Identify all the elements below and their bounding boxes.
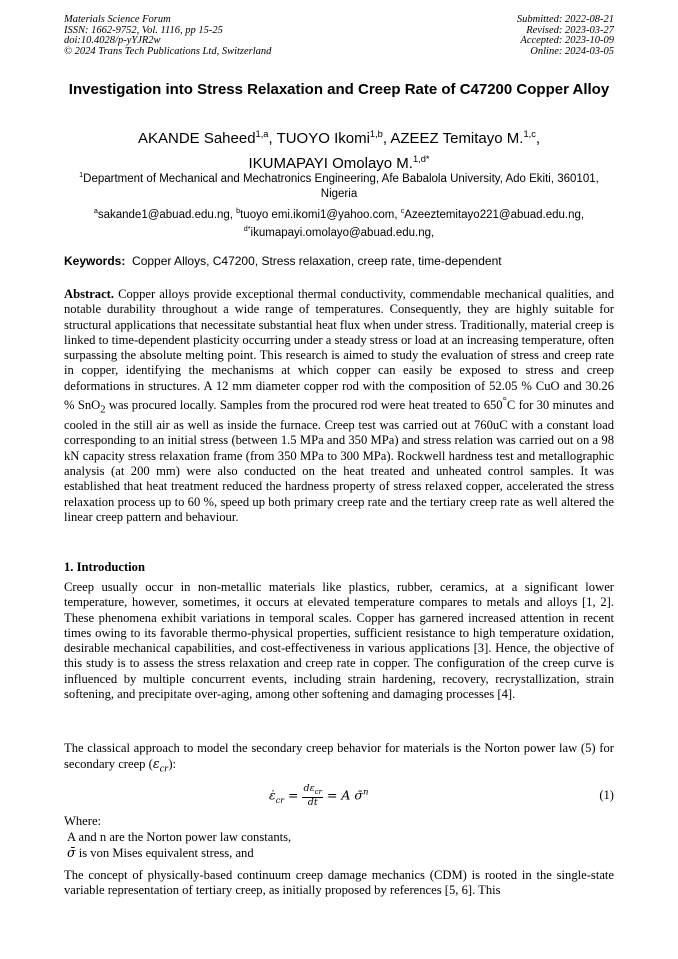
email-mark: d* — [243, 224, 251, 233]
definition-line: A and n are the Norton power law constants, — [67, 829, 292, 844]
equals-sign: = — [288, 787, 299, 803]
where-label: Where: — [64, 814, 102, 828]
email-mark: c — [400, 207, 405, 215]
journal-header-right — [517, 15, 614, 57]
keywords-text: Copper Alloys, C47200, Stress relaxation, creep rate, time-dependent — [132, 254, 502, 268]
subscript: cr — [314, 787, 322, 796]
section-heading: 1. Introduction — [64, 560, 145, 574]
equation-body — [269, 784, 368, 808]
definition-line — [64, 845, 614, 862]
author-affiliation-mark: 1,a — [255, 129, 269, 139]
keywords — [64, 254, 614, 269]
where-definitions — [64, 814, 614, 862]
equation-number: (1) — [599, 788, 614, 802]
subscript: cr — [275, 795, 285, 805]
author-affiliation-mark: 1,c — [523, 129, 536, 139]
equation-1 — [64, 782, 614, 808]
revised-date: Revised: 2023-03-27 — [526, 24, 614, 36]
degree-symbol: ° — [502, 396, 507, 408]
accepted-date: Accepted: 2023-10-09 — [520, 35, 614, 47]
exponent: n — [362, 787, 369, 798]
email-link[interactable]: Azeeztemitayo221@abuad.edu.ng, — [404, 208, 585, 221]
author-emails — [64, 204, 614, 240]
email-link[interactable]: tuoyo emi.ikomi1@yahoo.com, — [240, 208, 401, 221]
abstract-label: Abstract. — [64, 287, 115, 301]
subscript: 2 — [100, 404, 106, 416]
sigma-bar-symbol: σ̄ — [67, 845, 76, 860]
keywords-label: Keywords: — [64, 254, 126, 268]
author-separator: , — [268, 130, 277, 147]
email-mark: b — [236, 207, 241, 215]
fraction-denominator: dt — [307, 796, 318, 808]
affiliation-text: Department of Mechanical and Mechatronics Engineering, Afe Babalola University, Ado Ekiti, 360101, Nigeria — [83, 172, 599, 200]
derivative-fraction — [302, 784, 322, 808]
affiliation-mark: 1 — [79, 171, 84, 179]
author-affiliation-mark: 1,d* — [412, 154, 430, 164]
copyright-line: © 2024 Trans Tech Publications Ltd, Switzerland — [64, 45, 272, 57]
journal-header-left — [64, 15, 271, 57]
paragraph-text: The classical approach to model the secondary creep behavior for materials is the Norton power law (5) for secondary creep ( — [64, 741, 614, 772]
epsilon-symbol: ε — [152, 756, 160, 772]
email-link[interactable]: sakande1@abuad.edu.ng, — [97, 208, 237, 221]
paper-title: Investigation into Stress Relaxation and Creep Rate of C47200 Copper Alloy — [68, 81, 610, 98]
author-name: AKANDE Saheed — [137, 130, 256, 147]
constant-a: A — [341, 787, 351, 803]
author-affiliation-mark: 1,b — [369, 129, 383, 139]
author-name: TUOYO Ikomi — [276, 130, 370, 147]
subscript: cr — [159, 763, 169, 775]
journal-issn: ISSN: 1662-9752, Vol. 1116, pp 15-25 — [64, 24, 223, 36]
sigma-bar-symbol: σ̄ — [354, 787, 363, 803]
abstract-text: Copper alloys provide exceptional thermal conductivity, commendable mechanical qualities, and notable durability throughout a wide range of temperatures. Consequently, they are highly suitable for structural applications that necessitate substantial heat flux when under stress. Traditionally, material creep is linked to time-dependent plasticity occurring under a steady stress or load at an increasing temperature, often surpassing the absolute melting point. This research is aimed to study the evaluation of stress and creep rate in copper, identifying the mechanisms at which copper can easily be exposed to stress and creep deformations in structures. A 12 mm diameter copper rod with the composition of 52.05 % CuO and 30.26 % SnO — [64, 287, 614, 413]
author-separator: , — [382, 130, 391, 147]
abstract — [64, 287, 614, 525]
paragraph-text: ): — [168, 757, 177, 772]
cdm-paragraph: The concept of physically-based continuum creep damage mechanics (CDM) is rooted in the single-state variable representation of tertiary creep, as initially proposed by references [5, 6]. This — [64, 868, 614, 898]
epsilon-symbol: ε — [269, 787, 276, 803]
norton-law-paragraph — [64, 741, 614, 777]
online-date: Online: 2024-03-05 — [530, 45, 614, 57]
equals-sign: = — [326, 787, 338, 803]
affiliation — [70, 168, 608, 202]
email-link[interactable]: ikumapayi.omolayo@abuad.edu.ng, — [250, 226, 435, 239]
abstract-text: was procured locally. Samples from the procured rod were heat treated to 650 — [105, 398, 503, 413]
abstract-text: C for 30 minutes and cooled in the still air as well as inside the furnace. Creep test was carried out at 760uC with a constant load corresponding to an initial stress (between 1.5 MPa and 350 MPa) and stress relation was carried out on a 98 kN capacity stress relaxation frame (from 350 MPa to 300 MPa). Rockwell hardness test and metallographic analysis (at 200 mm) were also conducted on the heat treated and unheated control samples. It was established that heat treatment reduced the hardness property of stress relaxed copper, accelerated the stress relaxation process up to 60 %, speed up both primary creep rate and the tertiary creep rate as well altered the linear creep pattern and behaviour. — [64, 398, 614, 524]
submitted-date: Submitted: 2022-08-21 — [516, 14, 614, 25]
author-name: IKUMAPAYI Omolayo M. — [248, 155, 413, 172]
doi-link[interactable]: doi:10.4028/p-yYJR2w — [64, 35, 161, 47]
email-mark: a — [93, 207, 98, 215]
author-list — [64, 124, 614, 174]
definition-text: is von Mises equivalent stress, and — [75, 846, 254, 860]
author-name: AZEEZ Temitayo M. — [390, 130, 524, 147]
introduction-paragraph: Creep usually occur in non-metallic materials like plastics, rubber, ceramics, at a significant lower temperature, however, sometimes, it occurs at elevated temperature compares to metals and alloys [1, 2]. These phenomena exhibit variations in temporal scales. Copper has garnered increased attention in recent times owing to its favorable thermo-physical properties, sufficient resistance to high temperature oxidation, desirable mechanical capabilities, and cost-effectiveness in various applications [3]. Hence, the objective of this study is to assess the stress relaxation and creep rate in copper. The configuration of the creep curve is influenced by multiple concurrent events, including strain hardening, recovery, recrystallization, strain softening, and precipitate over-aging, among other softening and damaging processes [4]. — [64, 580, 614, 702]
author-separator: , — [535, 130, 541, 147]
journal-name: Materials Science Forum — [64, 14, 171, 25]
fraction-numerator: dε — [303, 783, 315, 794]
